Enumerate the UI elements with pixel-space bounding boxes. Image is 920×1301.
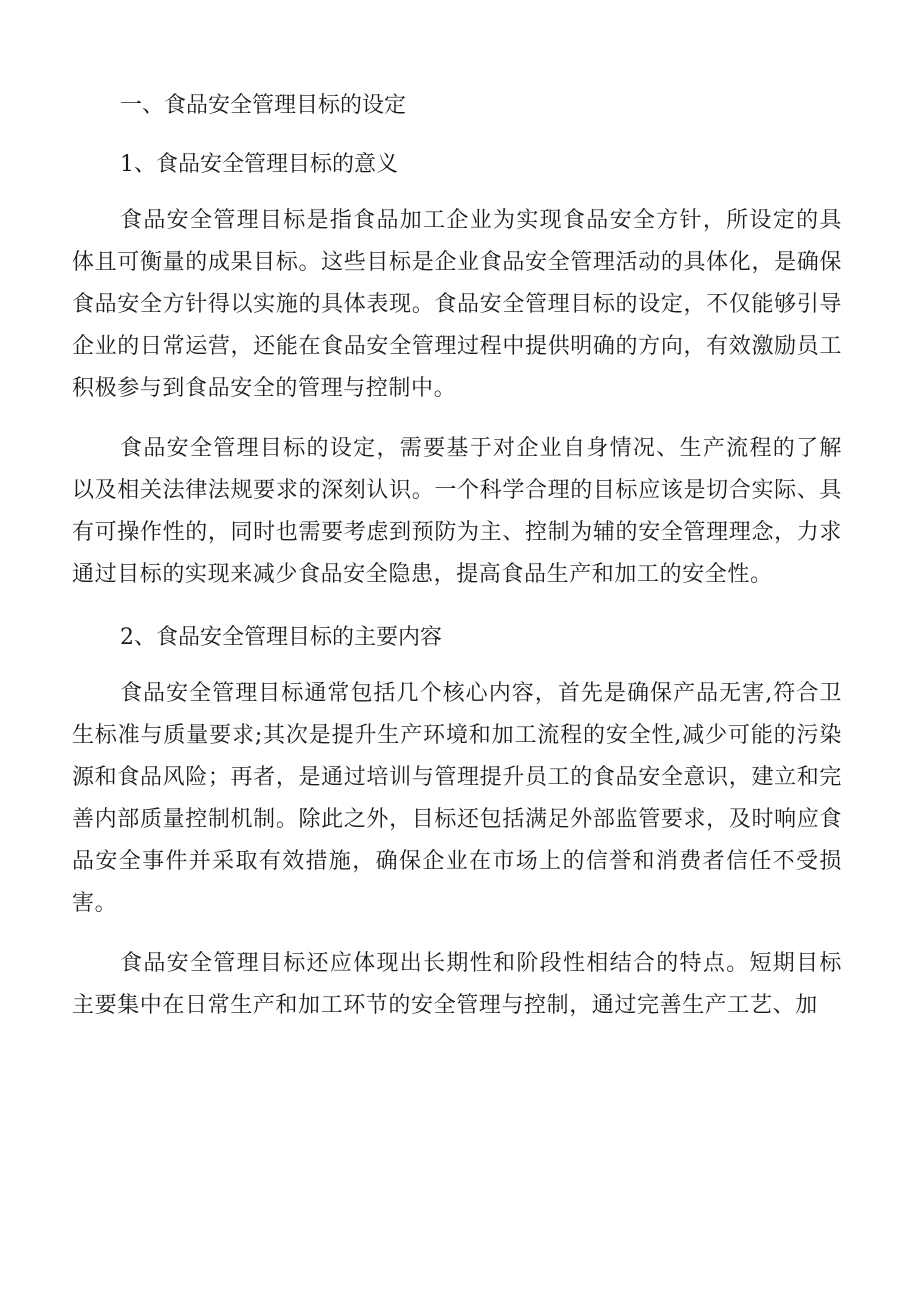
subsection-title-2: 2、食品安全管理目标的主要内容 <box>120 625 442 650</box>
section-title: 一、食品安全管理目标的设定 <box>120 93 407 118</box>
document-body <box>72 82 842 1045</box>
paragraph-2: 食品安全管理目标的设定，需要基于对企业自身情况、生产流程的了解以及相关法律法规要求的深刻认识。一个科学合理的目标应该是切合实际、具有可操作性的，同时也需要考虑到预防为主、控制为辅的安全管理理念，力求通过目标的实现来减少食品安全隐患，提高食品生产和加工的安全性。 <box>72 436 842 587</box>
subsection-title-1: 1、食品安全管理目标的意义 <box>120 152 398 177</box>
paragraph-1: 食品安全管理目标是指食品加工企业为实现食品安全方针，所设定的具体且可衡量的成果目标。这些目标是企业食品安全管理活动的具体化，是确保食品安全方针得以实施的具体表现。食品安全管理目标的设定，不仅能够引导企业的日常运营，还能在食品安全管理过程中提供明确的方向，有效激励员工积极参与到食品安全的管理与控制中。 <box>72 208 842 401</box>
paragraph-3: 食品安全管理目标通常包括几个核心内容，首先是确保产品无害,符合卫生标准与质量要求;其次是提升生产环境和加工流程的安全性,减少可能的污染源和食品风险；再者，是通过培训与管理提升员工的食品安全意识，建立和完善内部质量控制机制。除此之外，目标还包括满足外部监管要求，及时响应食品安全事件并采取有效措施，确保企业在市场上的信誉和消费者信任不受损害。 <box>72 681 842 916</box>
paragraph-4: 食品安全管理目标还应体现出长期性和阶段性相结合的特点。短期目标主要集中在日常生产和加工环节的安全管理与控制，通过完善生产工艺、加 <box>72 951 842 1018</box>
